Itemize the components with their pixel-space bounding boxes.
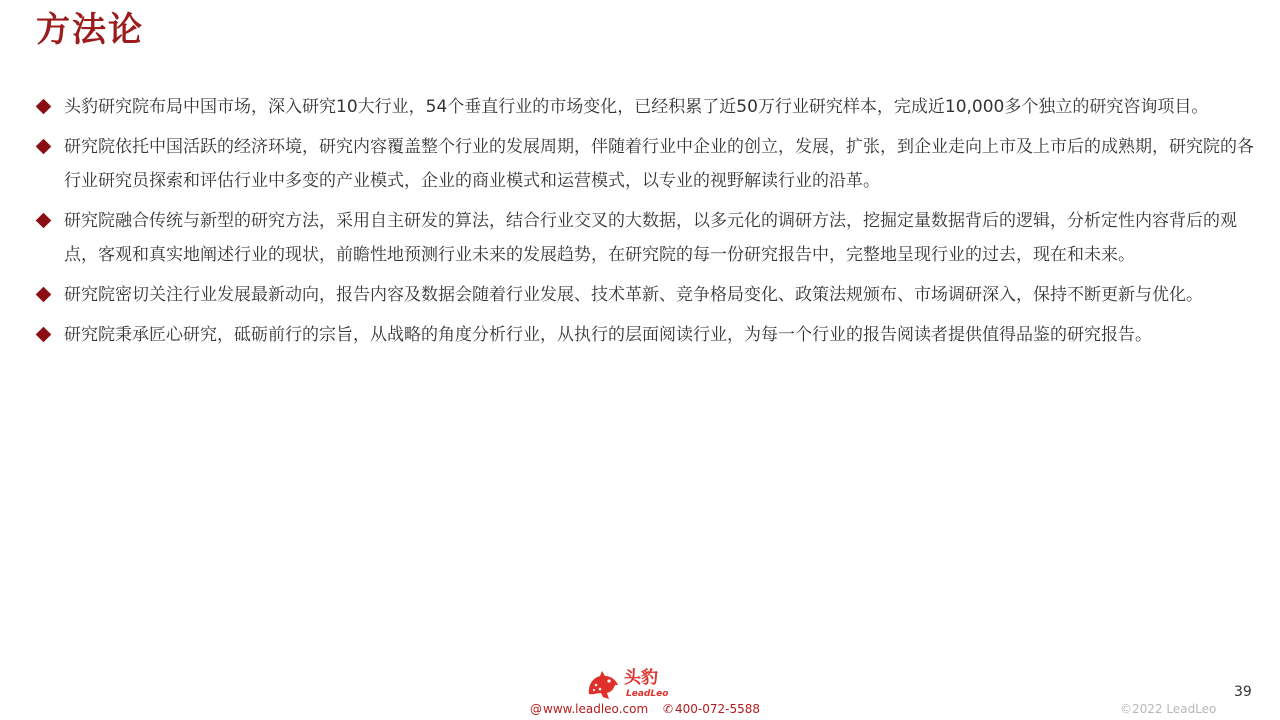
bullet-item [36,204,1260,272]
bullet-text: 研究院密切关注行业发展最新动向，报告内容及数据会随着行业发展、技术革新、竞争格局变化、政策法规颁布、市场调研深入，保持不断更新与优化。 [64,285,1203,305]
at-sign-icon: @ [530,702,542,716]
bullet-text: 研究院依托中国活跃的经济环境，研究内容覆盖整个行业的发展周期，伴随着行业中企业的创立，发展，扩张，到企业走向上市及上市后的成熟期，研究院的各行业研究员探索和评估行业中多变的产业模式，企业的商业模式和运营模式，以专业的视野解读行业的沿革。 [64,137,1254,191]
diamond-bullet-icon [36,99,52,115]
bullet-item [36,130,1260,198]
page-number: 39 [1234,684,1252,700]
diamond-bullet-icon [36,287,52,303]
leopard-logo-icon [586,670,620,700]
logo-text-en: LeadLeo [626,689,669,699]
phone-text: 400-072-5588 [674,702,760,716]
phone-icon: ✆ [662,702,673,716]
footer [0,664,1280,720]
website-text: www.leadleo.com [543,702,649,716]
copyright: ©2022 LeadLeo [1120,702,1217,716]
contact-info [530,701,770,717]
diamond-bullet-icon [36,327,52,343]
phone-contact [662,701,760,717]
bullet-item [36,318,1260,352]
diamond-bullet-icon [36,139,52,155]
logo-text-cn: 头豹 [624,668,658,688]
website-link[interactable] [530,701,648,717]
bullet-text: 头豹研究院布局中国市场，深入研究10大行业，54个垂直行业的市场变化，已经积累了近50万行业研究样本，完成近10,000多个独立的研究咨询项目。 [64,97,1209,117]
brand-logo [586,668,669,702]
page-title: 方法论 [36,10,144,50]
bullet-text: 研究院融合传统与新型的研究方法，采用自主研发的算法，结合行业交叉的大数据，以多元化的调研方法，挖掘定量数据背后的逻辑，分析定性内容背后的观点，客观和真实地阐述行业的现状，前瞻性地预测行业未来的发展趋势，在研究院的每一份研究报告中，完整地呈现行业的过去，现在和未来。 [64,211,1237,265]
bullet-list [36,90,1260,358]
bullet-text: 研究院秉承匠心研究，砥砺前行的宗旨，从战略的角度分析行业，从执行的层面阅读行业，为每一个行业的报告阅读者提供值得品鉴的研究报告。 [64,325,1152,345]
bullet-item [36,90,1260,124]
bullet-item [36,278,1260,312]
diamond-bullet-icon [36,213,52,229]
